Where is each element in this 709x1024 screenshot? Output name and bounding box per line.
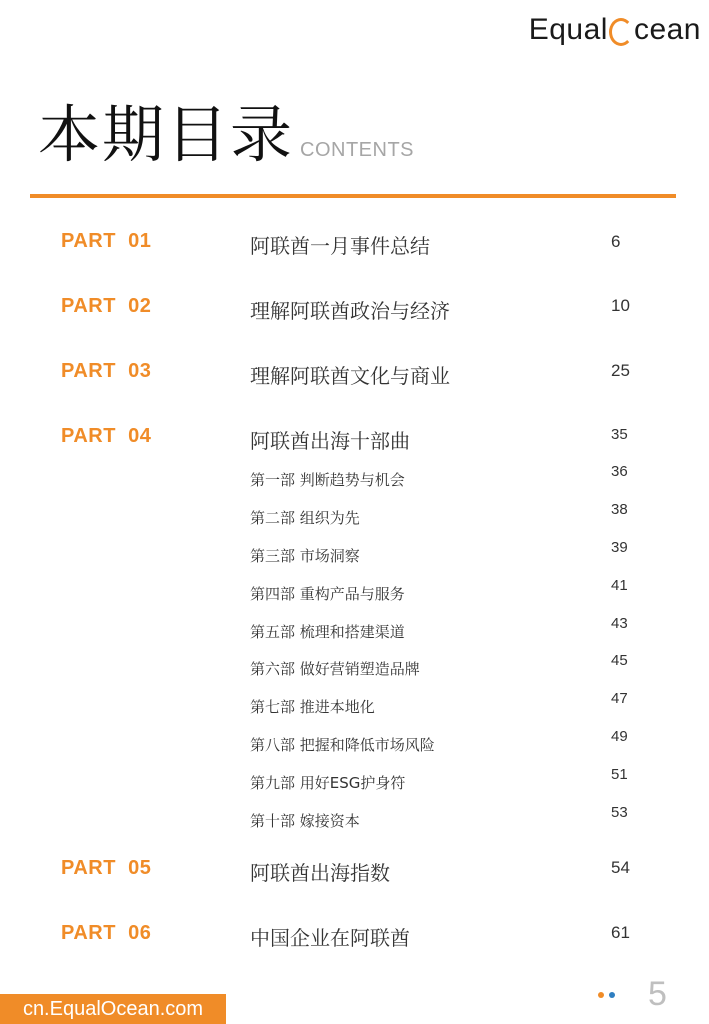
section-title: 中国企业在阿联酋 [250,926,410,950]
section-title: 理解阿联酋政治与经济 [250,299,450,323]
subsection-title: 第九部 用好ESG护身符 [250,774,406,792]
part-label: PART 06 [61,922,152,944]
section-title: 阿联酋出海十部曲 [250,429,410,453]
blue-dot-icon [609,992,615,998]
subsection-page: 41 [611,577,628,594]
subsection-title: 第四部 重构产品与服务 [250,585,405,603]
subsection-title: 第三部 市场洞察 [250,547,360,565]
part-label: PART 04 [61,425,152,447]
part-label: PART 05 [61,857,152,879]
subsection-page: 36 [611,463,628,480]
subsection-page: 39 [611,539,628,556]
subsection-title: 第六部 做好营销塑造品牌 [250,660,420,678]
section-page: 61 [611,923,630,942]
subsection-page: 38 [611,501,628,518]
subsection-page: 45 [611,652,628,669]
part-label: PART 01 [61,230,152,252]
section-title: 阿联酋出海指数 [250,861,390,885]
logo-text-before: Equal [528,13,608,46]
subsection-page: 51 [611,766,628,783]
page-number: 5 [648,975,667,1013]
subsection-title: 第五部 梳理和搭建渠道 [250,623,405,641]
subsection-title: 第七部 推进本地化 [250,698,375,716]
page-dots [598,992,615,998]
title-main: 本期目录 [38,98,295,171]
section-page: 54 [611,858,630,877]
subsection-page: 53 [611,804,628,821]
orange-dot-icon [598,992,604,998]
subsection-title: 第八部 把握和降低市场风险 [250,736,435,754]
subsection-page: 43 [611,615,628,632]
section-page: 25 [611,361,630,380]
footer-site-link[interactable]: cn.EqualOcean.com [0,994,226,1024]
subsection-title: 第二部 组织为先 [250,509,360,527]
title-sub: CONTENTS [300,139,415,161]
section-page: 6 [611,232,621,251]
section-page: 10 [611,296,630,315]
part-label: PART 02 [61,295,152,317]
logo-text-after: cean [633,13,701,46]
subsection-page: 47 [611,690,628,707]
subsection-title: 第十部 嫁接资本 [250,812,360,830]
part-label: PART 03 [61,360,152,382]
section-title: 阿联酋一月事件总结 [250,234,430,258]
subsection-title: 第一部 判断趋势与机会 [250,471,405,489]
section-page: 35 [611,426,628,443]
section-title: 理解阿联酋文化与商业 [250,364,450,388]
subsection-page: 49 [611,728,628,745]
